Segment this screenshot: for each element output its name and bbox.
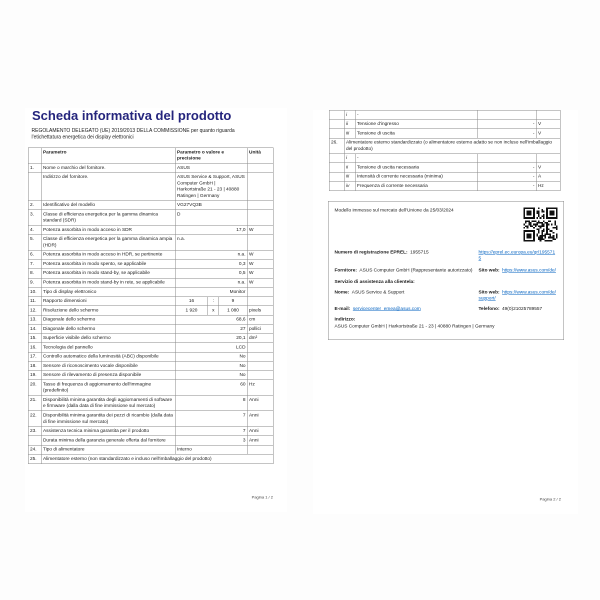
cell-parameter: Disponibilità minima garantita degli aggiornamenti di software e firmware (dalla data di fine immissione sul mercato) [41, 395, 175, 411]
cell-parameter: Alimentatore esterno standardizzato (o alimentatore esterno adatto se non incluso nell'imballaggio del prodotto) [344, 138, 560, 154]
fiche-row [329, 110, 560, 119]
cell-unit [247, 163, 273, 172]
fiche-row [28, 427, 273, 436]
cell-parameter: Classe di efficienza energetica per la gamma dinamica standard (SDR) [41, 210, 175, 226]
eprel-qr-code-icon [524, 207, 558, 241]
fiche-row [329, 138, 560, 154]
cell-number: 23. [28, 427, 41, 436]
cell-number [329, 172, 344, 181]
fiche-row [28, 371, 273, 380]
cell-unit [247, 343, 273, 352]
cell-value: D [175, 210, 247, 226]
cell-parameter: - [355, 154, 477, 163]
cell-unit: W [247, 259, 273, 268]
cell-separator: x [208, 306, 219, 315]
cell-value: 17,0 [175, 225, 247, 234]
phone-label: Telefono: [478, 305, 500, 312]
cell-unit: cm [247, 315, 273, 324]
cell-value: - [477, 181, 536, 190]
model-market-date: Modello immesso sul mercato dell'Unione da 25/03/2024 [334, 207, 454, 213]
cell-unit [536, 154, 560, 163]
product-fiche-table-page2 [329, 110, 561, 191]
cell-value: n.a. [175, 235, 247, 251]
cell-value: 8 [175, 395, 247, 411]
cell-number: 26. [329, 138, 344, 154]
regulation-subtitle: REGOLAMENTO DELEGATO (UE) 2019/2013 DELLA COMMISSIONE per quanto riguarda l'etichettatura energetica dei display elettronici [31, 128, 235, 140]
cell-value: 7 [175, 427, 247, 436]
page-title: Scheda informativa del prodotto [32, 108, 232, 123]
cell-parameter: Alimentatore esterno (non standardizzato e incluso nell'imballaggio del prodotto) [41, 454, 273, 463]
cell-parameter: Diagonale dello schermo [41, 324, 175, 333]
cell-parameter: Sensore di rilevamento di presenza disponibile [41, 371, 175, 380]
website-link-1[interactable]: https://www.asus.com/de/ [502, 267, 556, 273]
fiche-row [28, 324, 273, 333]
fiche-row [28, 306, 273, 315]
header-unit: Unità [247, 148, 273, 164]
cell-parameter: Disponibilità minima garantita dei pezzi di ricambio (dalla data di fine immissione sul mercato) [41, 411, 175, 427]
page-1 [25, 88, 287, 500]
cell-unit: Anni [247, 436, 273, 445]
cell-parameter: Tipo di display elettronico [41, 287, 175, 296]
cell-parameter: Potenza assorbita in modo acceso in HDR, se pertinente [41, 250, 175, 259]
fiche-row [28, 352, 273, 361]
cell-value-left: 1 920 [175, 306, 208, 315]
fiche-row [28, 445, 273, 454]
fiche-row [28, 278, 273, 287]
cell-number: 2. [28, 201, 41, 210]
cell-unit: pollici [247, 324, 273, 333]
cell-unit: W [247, 269, 273, 278]
cell-parameter: Potenza assorbita in modo spento, se applicabile [41, 259, 175, 268]
cell-number: 12. [28, 306, 41, 315]
cell-value-right: 1 080 [219, 306, 248, 315]
fiche-row [329, 172, 560, 181]
cell-value: 27 [175, 324, 247, 333]
cell-subletter: iv [344, 181, 355, 190]
page-1-sheet [25, 108, 287, 512]
cell-separator: : [208, 297, 219, 306]
cell-value: n.a. [175, 250, 247, 259]
fiche-row [28, 297, 273, 306]
customer-service-heading: Servizio di assistenza alla clientela: [334, 279, 415, 285]
cell-parameter: Intensità di corrente necessaria (minima) [355, 172, 477, 181]
website-label-2: Sito web: [478, 289, 500, 295]
cell-value: Monitor [175, 287, 247, 296]
cell-number: 5. [28, 235, 41, 251]
cell-value: No [175, 371, 247, 380]
cell-number: 22. [28, 411, 41, 427]
address-label: Indirizzo: [334, 316, 356, 322]
cell-unit [247, 371, 273, 380]
cell-value: - [477, 129, 536, 138]
cell-value-right: 9 [219, 297, 248, 306]
cell-value: 60 [175, 380, 247, 396]
supplier-name: ASUS Computer GmbH (Rappresentante autorizzato) [359, 267, 473, 273]
fiche-row [28, 343, 273, 352]
fiche-row [28, 454, 273, 463]
cell-value [477, 154, 536, 163]
supplier-label: Fornitore: [334, 267, 357, 273]
cell-parameter: Rapporto dimensioni [41, 297, 175, 306]
phone-number: 49(0)21025789557 [502, 305, 543, 312]
cell-number: 4. [28, 225, 41, 234]
fiche-row [28, 235, 273, 251]
cell-number [329, 110, 344, 119]
cell-unit: V [536, 120, 560, 129]
cell-value: ASUS Service & Support, ASUS Computer GmbH | Harkortstraße 21 - 23 | 40880 Ratingen | Germany [175, 173, 247, 201]
cell-parameter: Superficie visibile dello schermo [41, 334, 175, 343]
cell-number [329, 163, 344, 172]
header-parameter: Parametro [41, 148, 175, 164]
cell-number [329, 154, 344, 163]
cell-unit: Anni [247, 395, 273, 411]
cell-unit [247, 173, 273, 201]
cell-number: 10. [28, 287, 41, 296]
cell-subletter: iii [344, 172, 355, 181]
cell-subletter: i [344, 154, 355, 163]
cell-subletter: iii [344, 129, 355, 138]
page-number: Pagina 2 / 2 [539, 497, 561, 502]
cell-value: n.a. [175, 278, 247, 287]
cell-unit [247, 352, 273, 361]
cell-unit: W [247, 278, 273, 287]
cell-value: VG27VQ3B [175, 201, 247, 210]
cell-number: 25. [28, 454, 41, 463]
product-fiche-table-page1 [28, 148, 274, 464]
fiche-row [28, 225, 273, 234]
table-header-row [28, 148, 273, 164]
cell-unit [247, 201, 273, 210]
fiche-row [28, 436, 273, 445]
fiche-row [28, 250, 273, 259]
cell-number: 8. [28, 269, 41, 278]
cell-number: 13. [28, 315, 41, 324]
cell-parameter: Risoluzione dello schermo [41, 306, 175, 315]
cell-value: 0,3 [175, 259, 247, 268]
fiche-row [28, 201, 273, 210]
cell-subletter: i [344, 110, 355, 119]
cell-number: 15. [28, 334, 41, 343]
fiche-row [28, 315, 273, 324]
cell-value: - [477, 172, 536, 181]
cell-number: 20. [28, 380, 41, 396]
fiche-row [28, 411, 273, 427]
cell-parameter: Nome o marchio del fornitore. [41, 163, 175, 172]
fiche-row [329, 163, 560, 172]
page-2-sheet [313, 110, 578, 514]
service-name: ASUS Service & Support [351, 289, 405, 295]
cell-unit [247, 287, 273, 296]
header-value: Parametro o valore e precisione [175, 148, 247, 164]
cell-unit: Anni [247, 427, 273, 436]
cell-number: 18. [28, 361, 41, 370]
fiche-row [28, 380, 273, 396]
cell-value: LCD [175, 343, 247, 352]
cell-parameter: Tecnologia del pannello [41, 343, 175, 352]
cell-parameter: Sensore di riconoscimento vocale disponibile [41, 361, 175, 370]
cell-number: 6. [28, 250, 41, 259]
cell-unit [247, 445, 273, 454]
cell-number: 1. [28, 163, 41, 172]
cell-unit: Hz [536, 181, 560, 190]
fiche-row [329, 181, 560, 190]
fiche-row [28, 361, 273, 370]
cell-number: 14. [28, 324, 41, 333]
cell-value: - [477, 163, 536, 172]
cell-value: Interno [175, 445, 247, 454]
cell-parameter: Indirizzo del fornitore. [41, 173, 175, 201]
cell-parameter: Frequenza di corrente necessaria [355, 181, 477, 190]
cell-parameter: Tensione di uscita [355, 129, 477, 138]
website-label-1: Sito web: [478, 267, 500, 273]
service-name-label: Nome: [334, 289, 350, 295]
cell-number: 16. [28, 343, 41, 352]
cell-value: 68,6 [175, 315, 247, 324]
fiche-row [28, 210, 273, 226]
fiche-row [28, 269, 273, 278]
cell-unit [247, 297, 273, 306]
cell-number [28, 436, 41, 445]
cell-unit [536, 110, 560, 119]
cell-value: 0,5 [175, 269, 247, 278]
cell-number: 19. [28, 371, 41, 380]
cell-parameter: Tipo di alimentatore [41, 445, 175, 454]
fiche-row [28, 287, 273, 296]
fiche-row [28, 334, 273, 343]
cell-unit: pixels [247, 306, 273, 315]
cell-parameter: Potenza assorbita in modo stand-by, se applicabile [41, 269, 175, 278]
market-info-box [328, 201, 564, 340]
cell-parameter: Assistenza tecnica minima garantita per il prodotto [41, 427, 175, 436]
header-number [28, 148, 41, 164]
fiche-row [28, 395, 273, 411]
cell-unit [247, 210, 273, 226]
cell-value: 3 [175, 436, 247, 445]
cell-unit: A [536, 172, 560, 181]
cell-value: 20,1 [175, 334, 247, 343]
fiche-row [329, 129, 560, 138]
cell-parameter: Controllo automatico della luminosità (ABC) disponibile [41, 352, 175, 361]
cell-parameter: Durata minima della garanzia generale offerta dal fornitore [41, 436, 175, 445]
cell-parameter: Identificativo del modello [41, 201, 175, 210]
cell-parameter: - [355, 110, 477, 119]
cell-number: 9. [28, 278, 41, 287]
fiche-row [329, 154, 560, 163]
cell-number [329, 120, 344, 129]
cell-parameter: Potenza assorbita in modo acceso in SDR [41, 225, 175, 234]
cell-unit: Hz [247, 380, 273, 396]
cell-unit: W [247, 225, 273, 234]
eprel-number: 1955715 [410, 249, 429, 255]
eprel-link[interactable]: https://eprel.ec.europa.eu/qr/1955715 [478, 249, 556, 262]
cell-unit [247, 361, 273, 370]
cell-number: 24. [28, 445, 41, 454]
cell-number [28, 173, 41, 201]
cell-number: 3. [28, 210, 41, 226]
cell-value: - [477, 120, 536, 129]
cell-parameter: Tasso di frequenza di aggiornamento dell'immagine (predefinito) [41, 380, 175, 396]
address-value: ASUS Computer GmbH | Harkortstraße 21 - 23 | 40880 Ratingen | Germany [334, 323, 495, 330]
cell-number: 7. [28, 259, 41, 268]
cell-number: 17. [28, 352, 41, 361]
fiche-row [329, 120, 560, 129]
page-2 [313, 88, 578, 502]
cell-parameter: Potenza assorbita in modo stand-by in rete, se applicabile [41, 278, 175, 287]
eprel-label: Numero di registrazione EPREL: [334, 249, 408, 255]
cell-value: No [175, 361, 247, 370]
fiche-row [28, 173, 273, 201]
cell-number: 11. [28, 297, 41, 306]
cell-value: ASUS [175, 163, 247, 172]
fiche-row [28, 163, 273, 172]
cell-unit: dm² [247, 334, 273, 343]
cell-subletter: ii [344, 120, 355, 129]
cell-unit: V [536, 163, 560, 172]
cell-number [329, 181, 344, 190]
email-label: E-mail: [334, 305, 351, 312]
cell-number [329, 129, 344, 138]
cell-subletter: ii [344, 163, 355, 172]
cell-parameter: Classe di efficienza energetica per la gamma dinamica ampia (HDR) [41, 235, 175, 251]
cell-parameter: Tensione di uscita necessaria [355, 163, 477, 172]
cell-value [477, 110, 536, 119]
cell-parameter: Diagonale dello schermo [41, 315, 175, 324]
cell-unit: W [247, 250, 273, 259]
cell-unit: V [536, 129, 560, 138]
cell-unit: Anni [247, 411, 273, 427]
cell-unit [247, 235, 273, 251]
page-number: Pagina 1 / 2 [251, 495, 273, 500]
cell-value-left: 16 [175, 297, 208, 306]
fiche-row [28, 259, 273, 268]
cell-value: 7 [175, 411, 247, 427]
cell-value: No [175, 352, 247, 361]
cell-number: 21. [28, 395, 41, 411]
cell-parameter: Tensione d'ingresso [355, 120, 477, 129]
website-link-2[interactable]: https://www.asus.com/de/support/ [478, 289, 556, 302]
email-link[interactable]: servicecenter_emea@asus.com [352, 305, 421, 312]
